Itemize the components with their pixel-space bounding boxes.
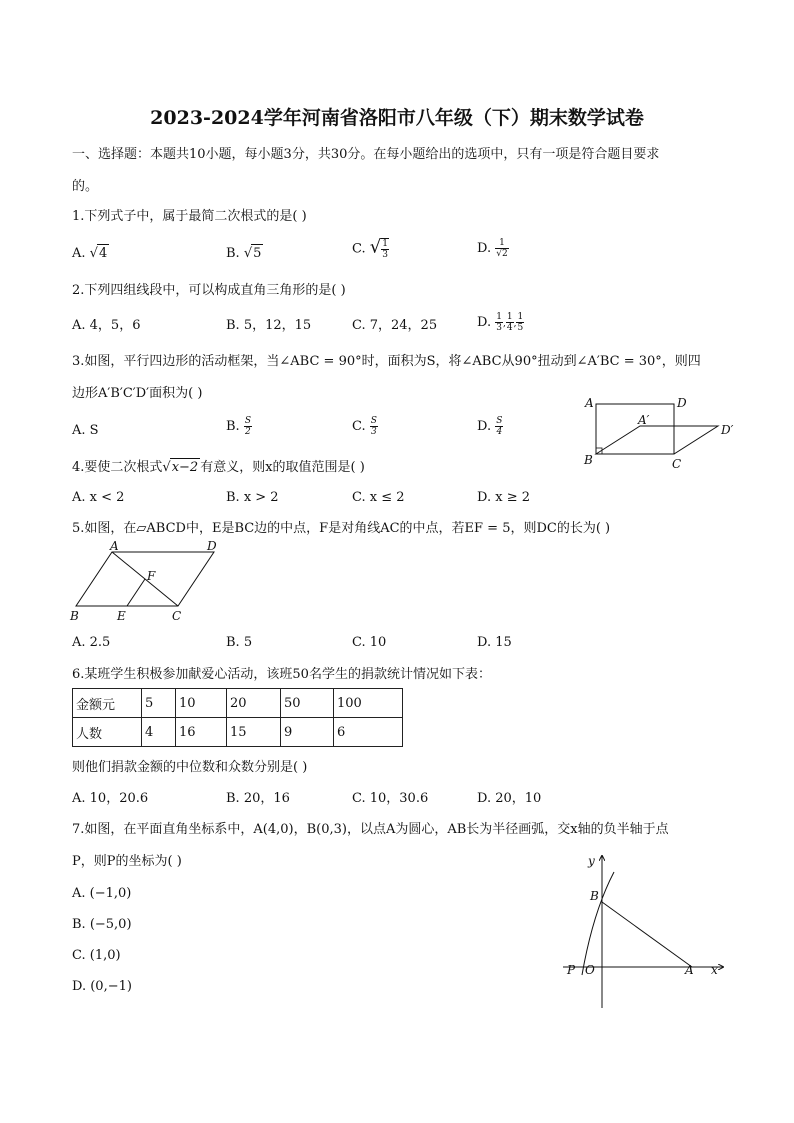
page-title: 2023-2024学年河南省洛阳市八年级（下）期末数学试卷 [150, 107, 644, 129]
q1-option-b[interactable] [226, 244, 263, 263]
q3-option-c[interactable] [352, 416, 378, 437]
q5-label-b: B [70, 609, 79, 623]
q7-stem-line2: P，则P的坐标为( ) [72, 854, 182, 869]
q3-parallelogram-a2bcd2 [596, 426, 718, 454]
q1-stem: 1.下列式子中，属于最简二次根式的是( ) [72, 209, 307, 224]
q3-parallelogram-figure [580, 392, 750, 474]
q5-label-c: C [172, 609, 182, 623]
table-cell: 9 [281, 718, 334, 747]
q7-option-a[interactable]: A. (−1,0) [72, 886, 132, 901]
q1-option-b-radicand: 5 [253, 246, 262, 261]
q3-option-b-fraction [244, 416, 252, 437]
q6-question: 则他们捐款金额的中位数和众数分别是( ) [72, 760, 308, 775]
q3-option-c-fraction [370, 416, 378, 437]
q3-option-d-label: D. [477, 419, 492, 434]
q2-d-frac2-num: 1 [506, 312, 513, 322]
table-cell: 16 [176, 718, 227, 747]
q1-option-b-label: B. [226, 246, 240, 261]
table-cell: 金额元 [73, 689, 142, 718]
q5-stem: 5.如图，在▱ABCD中，E是BC边的中点，F是对角线AC的中点，若EF = 5，则DC的长为( ) [72, 521, 611, 536]
sqrt-icon: √ [162, 460, 171, 475]
table-cell: 20 [227, 689, 281, 718]
q5-label-a: A [110, 540, 119, 553]
q3-d-den: 4 [496, 427, 503, 437]
q3-b-den: 2 [245, 427, 251, 437]
q3-label-c: C [672, 457, 682, 471]
q1-option-c-label: C. [352, 241, 366, 257]
q4-option-d[interactable]: D. x ≥ 2 [477, 490, 530, 505]
section-instructions-line2: 的。 [72, 179, 99, 194]
q5-option-a[interactable]: A. 2.5 [72, 635, 111, 650]
q2-option-c[interactable]: C. 7，24，25 [352, 318, 438, 333]
q5-segment-ef [127, 579, 145, 606]
q3-label-a: A [585, 396, 594, 410]
q5-parallelogram-figure [68, 540, 228, 626]
q7-segment-ab [602, 902, 692, 967]
q4-stem-radicand: x−2 [171, 460, 199, 475]
table-cell: 50 [281, 689, 334, 718]
q1-option-d-den: √2 [496, 249, 508, 259]
q7-label-a: A [685, 963, 694, 977]
q4-stem-pre: 4.要使二次根式 [72, 460, 163, 475]
q7-option-c[interactable]: C. (1,0) [72, 948, 121, 963]
section-instructions-line1: 一、选择题：本题共10小题，每小题3分，共30分。在每小题给出的选项中，只有一项是符合题目要求 [72, 147, 660, 162]
q7-arc [582, 872, 614, 975]
q3-c-num: S [370, 416, 377, 426]
table-cell: 5 [142, 689, 176, 718]
q6-donation-table [72, 688, 403, 747]
q1-option-d-den-radicand: 2 [501, 249, 508, 259]
q7-option-d[interactable]: D. (0,−1) [72, 979, 132, 994]
sqrt-icon: √ [89, 246, 98, 261]
q6-option-a[interactable]: A. 10，20.6 [72, 791, 149, 806]
q1-option-c[interactable] [352, 238, 389, 260]
q3-label-a-prime: A′ [638, 413, 650, 427]
q5-label-f: F [147, 569, 156, 583]
q4-option-b[interactable]: B. x > 2 [226, 490, 279, 505]
q2-option-b[interactable]: B. 5，12，15 [226, 318, 312, 333]
q3-option-b[interactable] [226, 416, 252, 437]
q3-option-d[interactable] [477, 416, 503, 437]
q1-option-d-fraction [495, 238, 508, 259]
table-cell: 人数 [73, 718, 142, 747]
q4-stem-post: 有意义，则x的取值范围是( ) [200, 460, 365, 475]
q3-option-c-label: C. [352, 419, 366, 434]
q5-label-d: D [207, 540, 217, 553]
q6-option-b[interactable]: B. 20，16 [226, 791, 290, 806]
q1-option-a-label: A. [72, 246, 86, 261]
q1-option-a-radicand: 4 [98, 246, 108, 261]
q1-option-a[interactable] [72, 244, 109, 263]
q3-stem-line1: 3.如图，平行四边形的活动框架，当∠ABC = 90°时，面积为S，将∠ABC从90°扭动到∠A′BC = 30°，则四 [72, 354, 701, 369]
q7-stem-line1: 7.如图，在平面直角坐标系中，A(4,0)，B(0,3)，以点A为圆心，AB长为半径画弧，交x轴的负半轴于点 [72, 822, 669, 837]
table-cell: 4 [142, 718, 176, 747]
q1-option-c-den: 3 [382, 250, 388, 260]
q6-option-c[interactable]: C. 10，30.6 [352, 791, 429, 806]
q2-d-frac1-num: 1 [496, 312, 502, 322]
table-cell: 100 [334, 689, 403, 718]
q5-option-d[interactable]: D. 15 [477, 635, 512, 650]
q6-option-d[interactable]: D. 20，10 [477, 791, 542, 806]
q2-d-frac3-den: 5 [517, 323, 524, 333]
q3-option-d-fraction [495, 416, 503, 437]
q7-coordinate-figure [555, 850, 735, 1015]
q7-label-o: O [585, 963, 595, 977]
q3-option-a[interactable]: A. S [72, 423, 99, 438]
q2-d-frac2-den: 4 [506, 323, 513, 333]
q5-option-b[interactable]: B. 5 [226, 635, 253, 650]
table-cell: 15 [227, 718, 281, 747]
q3-d-num: S [496, 416, 503, 426]
q5-label-e: E [117, 609, 126, 623]
q2-option-d-frac1 [495, 312, 503, 333]
q4-option-c[interactable]: C. x ≤ 2 [352, 490, 405, 505]
q1-option-c-fraction [381, 238, 389, 260]
table-cell: 6 [334, 718, 403, 747]
q2-option-d-frac2 [506, 312, 514, 333]
q7-label-b: B [590, 889, 599, 903]
q1-option-d[interactable] [477, 238, 509, 259]
q7-label-p: P [567, 963, 576, 977]
q2-option-a[interactable]: A. 4，5，6 [72, 318, 141, 333]
q7-label-x: x [711, 963, 718, 977]
q1-option-d-label: D. [477, 241, 492, 256]
q2-stem: 2.下列四组线段中，可以构成直角三角形的是( ) [72, 283, 346, 298]
table-cell: 10 [176, 689, 227, 718]
table-row [73, 718, 403, 747]
q7-label-y: y [588, 854, 595, 868]
q3-label-b: B [584, 453, 593, 467]
q4-stem [72, 458, 365, 477]
table-row [73, 689, 403, 718]
q1-option-c-num: 1 [382, 239, 388, 249]
q2-option-d-frac3 [516, 312, 524, 333]
q7-option-b[interactable]: B. (−5,0) [72, 917, 132, 932]
q3-label-d: D [677, 396, 687, 410]
q2-option-d-label: D. [477, 315, 492, 330]
q3-option-b-label: B. [226, 419, 240, 434]
q2-d-frac1-den: 3 [496, 323, 502, 333]
q5-option-c[interactable]: C. 10 [352, 635, 387, 650]
q3-b-num: S [244, 416, 251, 426]
sqrt-icon: √ [243, 246, 253, 261]
sqrt-icon: √ [369, 236, 382, 258]
q6-stem: 6.某班学生积极参加献爱心活动，该班50名学生的捐款统计情况如下表： [72, 667, 491, 682]
q4-option-a[interactable]: A. x < 2 [72, 490, 125, 505]
q3-label-d-prime: D′ [721, 423, 734, 437]
q3-stem-line2: 边形A′B′C′D′面积为( ) [72, 386, 203, 401]
q2-option-d[interactable]: D. $\frac{1}{3}$ , $\frac{1}{4}$ , $\frac{1}{5}$ [477, 312, 524, 333]
q3-c-den: 3 [370, 427, 377, 437]
q1-option-d-num: 1 [495, 238, 508, 249]
q2-d-frac3-num: 1 [517, 312, 524, 322]
